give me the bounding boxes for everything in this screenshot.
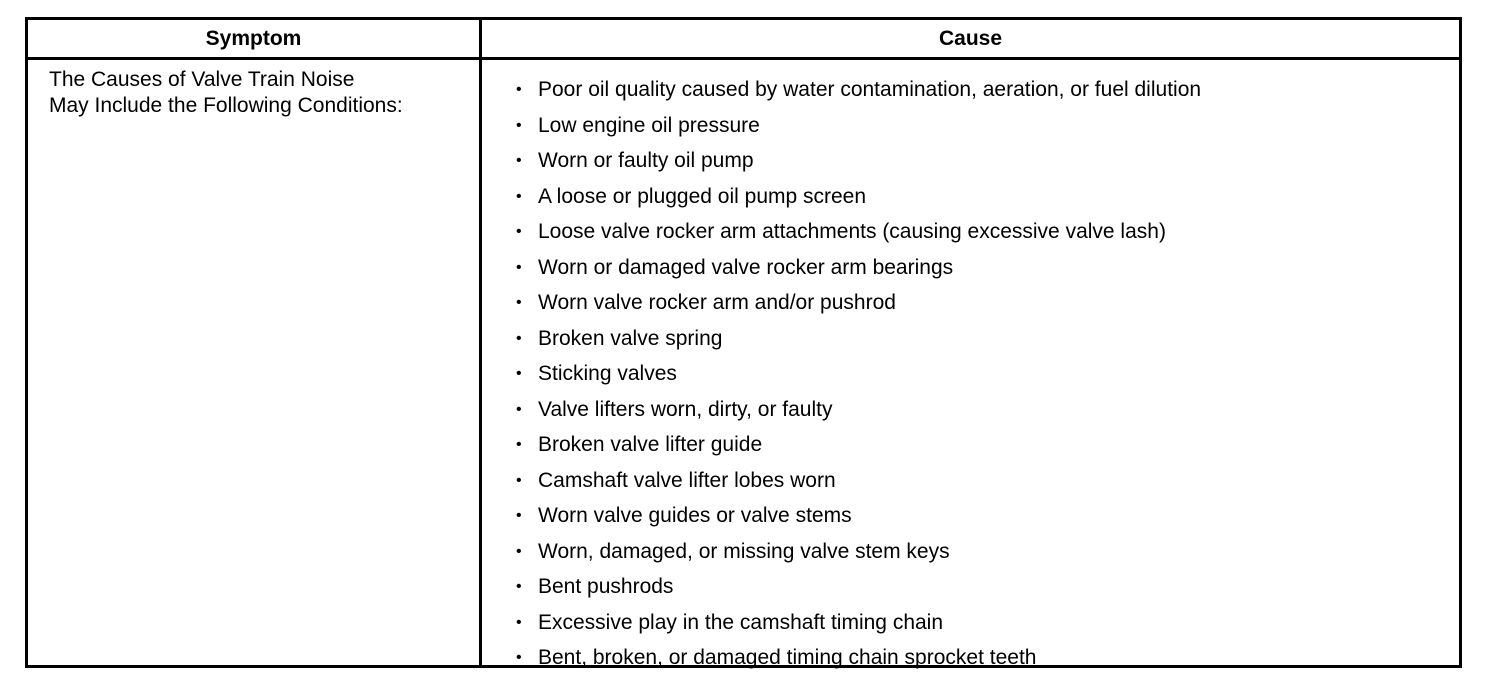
list-item: [512, 285, 1201, 321]
bullet-icon: •: [516, 578, 522, 595]
cause-text: Worn valve rocker arm and/or pushrod: [538, 291, 896, 314]
cause-text: Worn, damaged, or missing valve stem keys: [538, 539, 950, 563]
cause-text: Poor oil quality caused by water contamination, aeration, or fuel dilution: [538, 78, 1202, 101]
bullet-icon: •: [516, 471, 522, 489]
bullet-icon: •: [516, 613, 522, 631]
list-item: [512, 321, 1201, 357]
list-item: [512, 534, 1201, 570]
cause-text: Bent, broken, or damaged timing chain sprocket teeth: [538, 646, 1037, 669]
bullet-icon: •: [516, 294, 522, 311]
list-item: [512, 569, 1201, 605]
bullet-icon: •: [516, 187, 522, 205]
cause-list: [512, 72, 1201, 676]
list-item: [512, 640, 1201, 676]
cause-text: Loose valve rocker arm attachments (causing excessive valve lash): [538, 220, 1166, 243]
symptom-cause-table: [25, 17, 1462, 668]
cause-text: Sticking valves: [538, 362, 677, 385]
bullet-icon: •: [516, 436, 522, 453]
list-item: [512, 250, 1201, 286]
list-item: [512, 214, 1201, 250]
cause-text: Valve lifters worn, dirty, or faulty: [538, 397, 833, 421]
bullet-icon: •: [516, 152, 522, 169]
bullet-icon: •: [516, 81, 522, 98]
list-item: [512, 427, 1201, 463]
list-item: [512, 356, 1201, 392]
cause-text: Broken valve lifter guide: [538, 433, 763, 456]
cause-text: Broken valve spring: [538, 326, 723, 350]
list-item: [512, 72, 1201, 108]
header-cause: Cause: [938, 27, 1003, 50]
list-item: [512, 108, 1201, 144]
list-item: [512, 605, 1201, 641]
bullet-icon: •: [516, 365, 522, 382]
list-item: [512, 143, 1201, 179]
bullet-icon: •: [516, 223, 522, 240]
table-header-row: [28, 20, 1459, 60]
bullet-icon: •: [516, 649, 522, 666]
bullet-icon: •: [516, 542, 522, 560]
bullet-icon: •: [516, 258, 522, 276]
header-symptom: Symptom: [205, 27, 302, 50]
bullet-icon: •: [516, 400, 522, 418]
cause-text: Worn or damaged valve rocker arm bearings: [538, 255, 954, 279]
cause-text: Camshaft valve lifter lobes worn: [538, 468, 836, 492]
cause-text: Worn or faulty oil pump: [538, 149, 754, 172]
cause-text: Low engine oil pressure: [538, 113, 760, 137]
bullet-icon: •: [516, 507, 522, 524]
cause-text: A loose or plugged oil pump screen: [538, 184, 867, 208]
list-item: [512, 179, 1201, 215]
cause-text: Worn valve guides or valve stems: [538, 504, 852, 527]
column-divider: [479, 20, 482, 665]
bullet-icon: •: [516, 116, 522, 134]
cause-text: Excessive play in the camshaft timing chain: [538, 610, 944, 634]
list-item: [512, 463, 1201, 499]
bullet-icon: •: [516, 329, 522, 347]
list-item: [512, 498, 1201, 534]
list-item: [512, 392, 1201, 428]
cause-text: Bent pushrods: [538, 575, 674, 598]
symptom-cell: The Causes of Valve Train Noise May Include the Following Conditions:: [49, 68, 403, 117]
